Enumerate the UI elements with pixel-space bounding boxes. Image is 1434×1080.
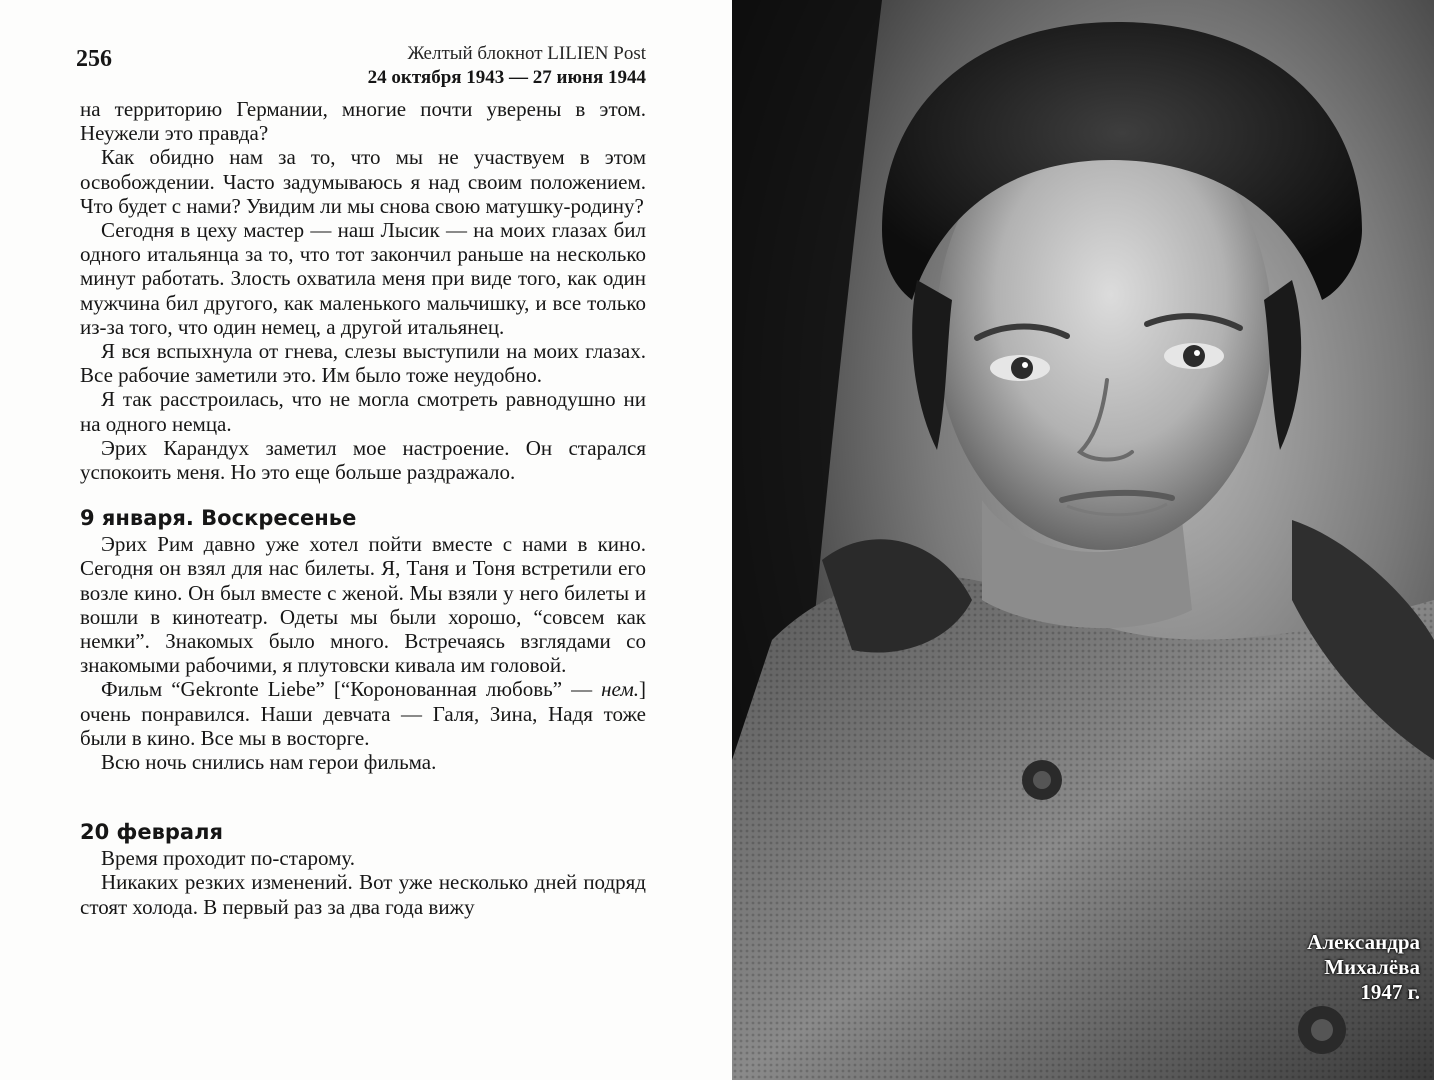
caption-line: 1947 г. (1360, 980, 1420, 1004)
caption-line: Александра (1307, 930, 1420, 954)
running-head (368, 42, 646, 90)
running-dates: 24 октября 1943 — 27 июня 1944 (367, 67, 646, 88)
photo-page (732, 0, 1434, 1080)
entry-heading: 20 февраля (80, 820, 223, 845)
paragraph: на территорию Германии, многие почти уверены в этом. Неужели это правда? (80, 97, 646, 146)
paragraph: Никаких резких изменений. Вот уже несколько дней подряд стоят холода. В первый раз за два года вижу (80, 870, 646, 919)
paragraph: Эрих Карандух заметил мое настроение. Он старался успокоить меня. Но это еще больше раздражало. (80, 435, 646, 485)
paragraph: Эрих Рим давно уже хотел пойти вместе с нами в кино. Сегодня он взял для нас билеты. Я, Таня и Тоня встретили его возле кино. Он был вместе с женой. Мы взяли у него билеты и вошли в кинотеатр. Одеты мы были хорошо, “совсем как немки”. Знакомых было много. Встречаясь взглядами со знакомыми рабочими, я плутовски кивала им головой. (80, 532, 646, 678)
paragraph-part: ] очень понравился. Наши девчата — Галя, Зина, Надя тоже были в кино. Все мы в восторге. (80, 677, 646, 750)
abbreviation: нем. (601, 677, 639, 702)
paragraph: Сегодня в цеху мастер — наш Лысик — на моих глазах бил одного итальянца за то, что тот закончил раньше на несколько минут работать. Злость охватила меня при виде того, как один мужчина бил другого, как маленького мальчишку, и все только из-за того, что один немец, а другой итальянец. (80, 218, 646, 339)
paragraph (80, 677, 646, 750)
paragraph: Как обидно нам за то, что мы не участвуем в этом освобождении. Часто задумываюсь я над своим положением. Что будет с нами? Увидим ли мы снова свою матушку-родину? (80, 145, 646, 218)
paragraph-part: Фильм “Gekronte Liebe” [“Коронованная любовь” — (101, 677, 593, 702)
paragraph: Я так расстроилась, что не могла смотреть равнодушно ни на одного немца. (80, 387, 646, 436)
paragraph: Время проходит по-старому. (101, 846, 356, 871)
body-text (80, 97, 646, 919)
entry-heading: 9 января. Воскресенье (80, 506, 357, 531)
page-number: 256 (76, 46, 112, 72)
photo-caption (1307, 930, 1420, 1005)
paragraph: Я вся вспыхнула от гнева, слезы выступили на моих глазах. Все рабочие заметили это. Им было тоже неудобно. (80, 339, 646, 388)
portrait-photo (732, 0, 1434, 1080)
paragraph: Всю ночь снились нам герои фильма. (101, 750, 437, 775)
running-title: Желтый блокнот LILIEN Post (407, 43, 646, 64)
caption-line: Михалёва (1324, 955, 1420, 979)
